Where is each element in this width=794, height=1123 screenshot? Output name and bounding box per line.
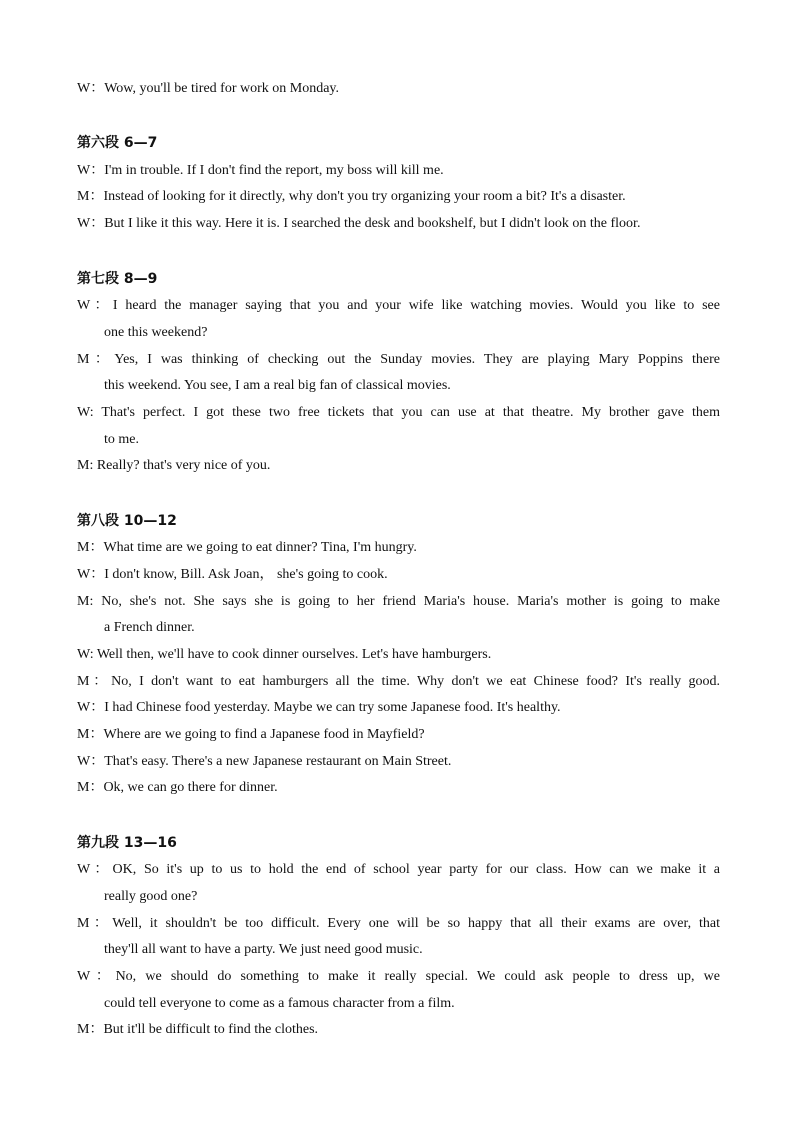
dialogue-line: M: Really? that's very nice of you.	[77, 458, 271, 473]
dialogue-line: M：No, I don't want to eat hamburgers all the time. Why don't we eat Chinese food? It's really good.	[77, 674, 720, 689]
dialogue-line-continuation: one this weekend?	[104, 325, 208, 340]
dialogue-line-continuation: really good one?	[104, 889, 198, 904]
section-heading: 第八段 10—12	[77, 513, 177, 529]
dialogue-line: W：I don't know, Bill. Ask Joan， she's going to cook.	[77, 567, 388, 582]
dialogue-line: W：No, we should do something to make it really special. We could ask people to dress up, we	[77, 969, 720, 984]
dialogue-line-continuation: they'll all want to have a party. We just need good music.	[104, 942, 423, 957]
dialogue-line-continuation: a French dinner.	[104, 620, 195, 635]
section-heading: 第六段 6—7	[77, 135, 158, 151]
dialogue-line: W：I'm in trouble. If I don't find the report, my boss will kill me.	[77, 163, 444, 178]
dialogue-line: M: No, she's not. She says she is going to her friend Maria's house. Maria's mother is going to make	[77, 594, 720, 609]
dialogue-line: W：But I like it this way. Here it is. I searched the desk and bookshelf, but I didn't look on the floor.	[77, 216, 641, 231]
dialogue-line: W: Well then, we'll have to cook dinner ourselves. Let's have hamburgers.	[77, 647, 492, 662]
dialogue-line: M：Yes, I was thinking of checking out the Sunday movies. They are playing Mary Poppins there	[77, 352, 720, 367]
dialogue-line: W：Wow, you'll be tired for work on Monday.	[77, 81, 340, 96]
dialogue-line: W：I had Chinese food yesterday. Maybe we can try some Japanese food. It's healthy.	[77, 700, 561, 715]
dialogue-line: M：Well, it shouldn't be too difficult. Every one will be so happy that all their exams are over, that	[77, 916, 720, 931]
dialogue-line: M：Instead of looking for it directly, why don't you try organizing your room a bit? It's a disaster.	[77, 189, 626, 204]
section-heading: 第七段 8—9	[77, 271, 158, 287]
dialogue-line: W：OK, So it's up to us to hold the end of school year party for our class. How can we make it a	[77, 862, 720, 877]
dialogue-line: W: That's perfect. I got these two free tickets that you can use at that theatre. My brother gave them	[77, 405, 720, 420]
dialogue-line-continuation: could tell everyone to come as a famous character from a film.	[104, 996, 455, 1011]
dialogue-line-continuation: this weekend. You see, I am a real big fan of classical movies.	[104, 378, 451, 393]
dialogue-line: W：That's easy. There's a new Japanese restaurant on Main Street.	[77, 754, 452, 769]
dialogue-line: M：But it'll be difficult to find the clothes.	[77, 1022, 319, 1037]
dialogue-line-continuation: to me.	[104, 432, 139, 447]
dialogue-line: M：Where are we going to find a Japanese food in Mayfield?	[77, 727, 425, 742]
dialogue-line: M：Ok, we can go there for dinner.	[77, 780, 278, 795]
dialogue-line: M：What time are we going to eat dinner? Tina, I'm hungry.	[77, 540, 417, 555]
section-heading: 第九段 13—16	[77, 835, 177, 851]
dialogue-line: W：I heard the manager saying that you and your wife like watching movies. Would you like to see	[77, 298, 720, 313]
